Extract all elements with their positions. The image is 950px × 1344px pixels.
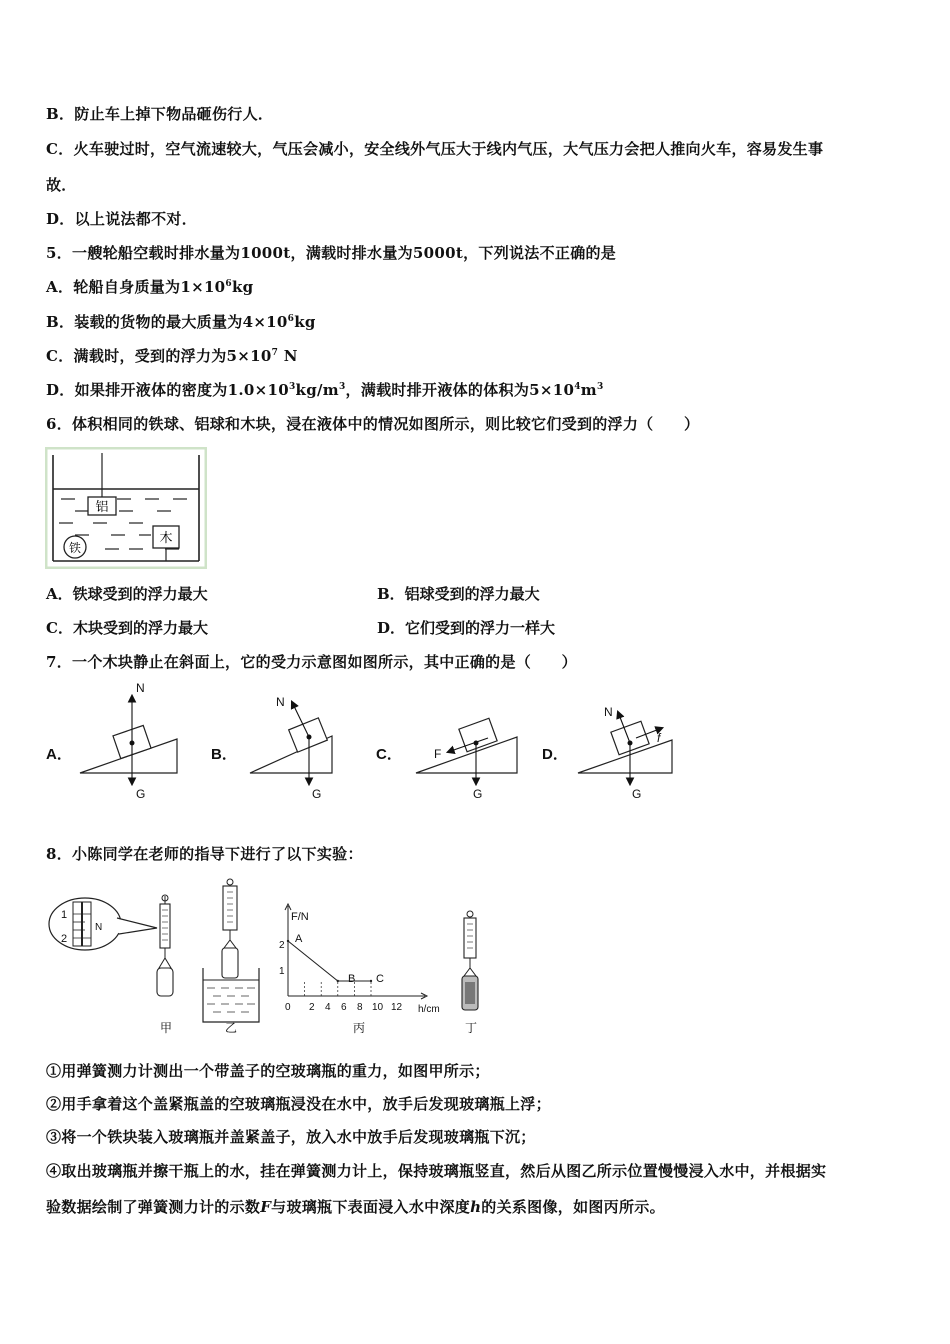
q6-option-b: B．铝球受到的浮力最大 [377, 585, 540, 603]
q6-option-d: D．它们受到的浮力一样大 [377, 619, 556, 637]
svg-text:乙: 乙 [225, 1021, 238, 1035]
q8-step-4-line2: 验数据绘制了弹簧测力计的示数F与玻璃瓶下表面浸入水中深度h的关系图像，如图丙所示。 [46, 1198, 665, 1216]
q7-figure [40, 680, 690, 805]
q5-option-b: B．装载的货物的最大质量为$4\times 10^6kg$ [46, 313, 316, 331]
q8-step-3: ③将一个铁块装入玻璃瓶并盖紧盖子，放入水中放手后发现玻璃瓶下沉； [46, 1128, 536, 1146]
svg-text:N: N [276, 695, 285, 709]
q7-diagram-c [416, 718, 517, 801]
q7-label-c: C． [376, 746, 402, 763]
chart-x-tick-6: 6 [341, 1002, 347, 1013]
svg-text:1: 1 [61, 909, 68, 921]
chart-point-a-label: A [295, 933, 303, 945]
q8-step-2: ②用手拿着这个盖紧瓶盖的空玻璃瓶浸没在水中，放手后发现玻璃瓶上浮； [46, 1095, 551, 1113]
q5-option-d: D．如果排开液体的密度为$1.0\times 10^3kg/m^3$，满载时排开液体的体积为$5\times 10^4m^3$ [46, 381, 604, 399]
q7-diagram-d [578, 705, 672, 801]
chart-y-label: F/N [291, 911, 309, 923]
svg-text:f: f [657, 731, 661, 745]
label-aluminum: 铝 [95, 500, 109, 515]
chart-point-C [370, 980, 372, 982]
spring-scale-yi [203, 879, 259, 1035]
q8-stem: 8．小陈同学在老师的指导下进行了以下实验： [46, 845, 363, 863]
q4-option-d: D．以上说法都不对． [46, 210, 198, 228]
chart-x-tick-8: 8 [357, 1002, 363, 1013]
q6-stem: 6．体积相同的铁球、铝球和木块，浸在液体中的情况如图所示，则比较它们受到的浮力（ ） [46, 415, 700, 433]
svg-text:G: G [473, 787, 483, 801]
magnifier-bubble [47, 898, 157, 950]
q6-figure-container [45, 447, 207, 569]
q7-label-d: D． [542, 746, 568, 763]
chart-point-B [337, 980, 339, 982]
q7-diagram-b [250, 695, 332, 801]
chart-gridlines [305, 981, 371, 996]
q8-step-1: ①用弹簧测力计测出一个带盖子的空玻璃瓶的重力，如图甲所示； [46, 1062, 490, 1080]
chart-bing [279, 904, 440, 1035]
svg-text:N: N [95, 922, 103, 933]
label-wood: 木 [159, 531, 173, 546]
q4-option-b: B．防止车上掉下物品砸伤行人． [46, 105, 274, 123]
svg-text:G: G [136, 787, 146, 801]
svg-text:N: N [604, 705, 613, 719]
q7-label-b: B． [211, 746, 237, 763]
svg-text:甲: 甲 [160, 1021, 173, 1035]
chart-y-tick-1: 1 [279, 966, 285, 977]
svg-text:2: 2 [61, 933, 68, 945]
q7-stem: 7．一个木块静止在斜面上，它的受力示意图如图所示，其中正确的是（ ） [46, 653, 577, 671]
q5-option-c: C．满载时，受到的浮力为$5\times 10^7$ N [46, 347, 298, 365]
chart-point-c-label: C [376, 973, 384, 985]
chart-series-line [288, 941, 371, 981]
q6-option-c: C．木块受到的浮力最大 [46, 619, 208, 637]
chart-x-tick-4: 4 [325, 1002, 331, 1013]
chart-caption: 丙 [353, 1021, 366, 1035]
q5-option-a: A．轮船自身质量为$1\times 10^6kg$ [46, 278, 254, 296]
q8-figure-container [45, 876, 495, 1041]
svg-text:N: N [136, 681, 145, 695]
svg-text:G: G [632, 787, 642, 801]
chart-x-label: h/cm [418, 1004, 440, 1015]
chart-x-tick-12: 12 [391, 1002, 403, 1013]
q7-diagram-a [80, 681, 177, 801]
chart-point-A [287, 940, 289, 942]
svg-text:F: F [434, 747, 442, 761]
spring-scale-ding [462, 911, 478, 1035]
spring-scale-jia [157, 895, 173, 1035]
svg-text:丁: 丁 [465, 1021, 478, 1035]
chart-point-b-label: B [348, 973, 356, 985]
q8-figure [45, 876, 495, 1041]
q6-option-a: A．铁球受到的浮力最大 [46, 585, 208, 603]
chart-y-tick-2: 2 [279, 940, 285, 951]
chart-x-tick-0: 0 [285, 1002, 291, 1013]
q7-label-a: A． [46, 746, 72, 763]
q4-option-c-line2: 故． [46, 176, 77, 194]
svg-text:G: G [312, 787, 322, 801]
q5-stem: 5．一艘轮船空载时排水量为1000t，满载时排水量为5000t，下列说法不正确的是 [46, 244, 617, 262]
q4-option-c-line1: C．火车驶过时，空气流速较大，气压会减小，安全线外气压大于线内气压，大气压力会把人推向火车，容易发生事 [46, 140, 824, 158]
label-iron: 铁 [68, 541, 82, 555]
q7-figure-container [40, 680, 690, 805]
chart-x-tick-2: 2 [309, 1002, 315, 1013]
q8-step-4-line1: ④取出玻璃瓶并擦干瓶上的水，挂在弹簧测力计上，保持玻璃瓶竖直，然后从图乙所示位置慢慢浸入水中，并根据实 [46, 1162, 827, 1180]
q6-figure [45, 447, 207, 569]
chart-x-tick-10: 10 [372, 1002, 384, 1013]
